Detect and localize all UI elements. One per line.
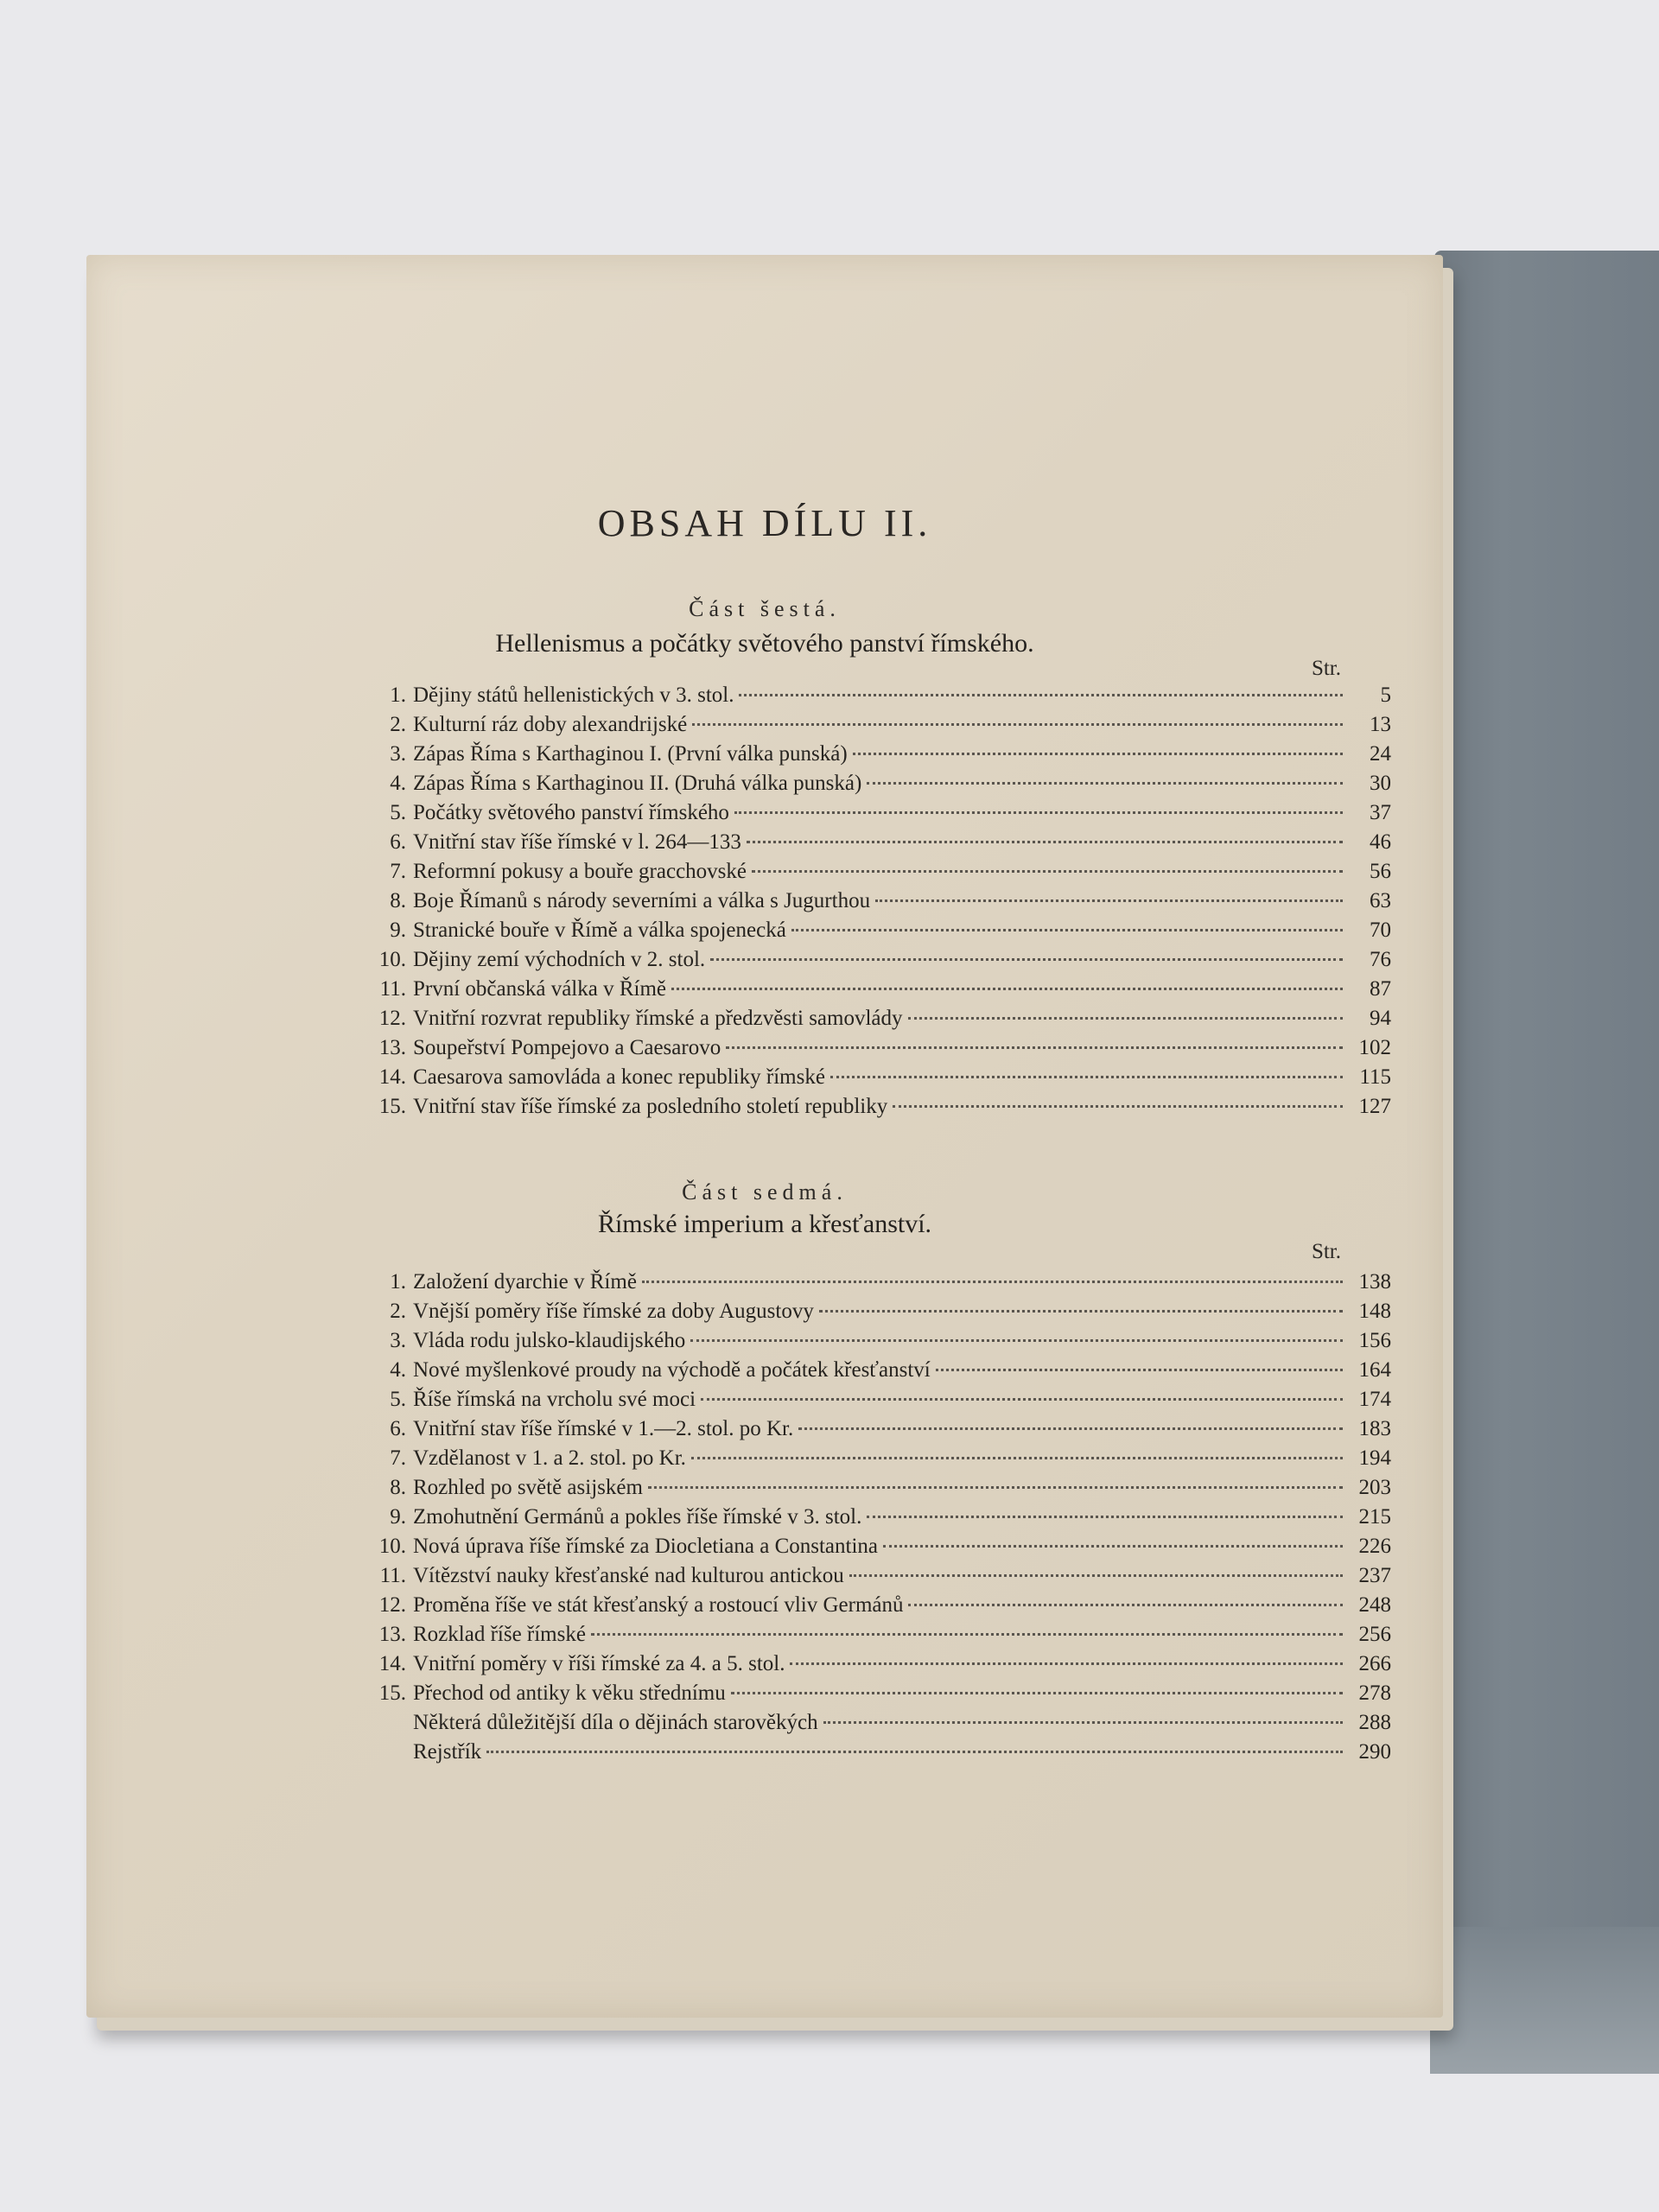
part-7-label: Část sedmá. — [682, 1179, 848, 1205]
toc-entry-page: 87 — [1370, 977, 1391, 1001]
toc-entry-page: 13 — [1370, 713, 1391, 736]
toc-entry — [372, 889, 1391, 918]
toc-entry — [372, 1358, 1391, 1388]
toc-entry-page: 56 — [1370, 860, 1391, 883]
toc-entry-title: Proměna říše ve stát křesťanský a rostoucí vliv Germánů — [413, 1593, 904, 1617]
part-7-title: Římské imperium a křesťanství. — [597, 1210, 932, 1238]
toc-entry — [372, 683, 1391, 713]
toc-entry-page: 256 — [1358, 1623, 1391, 1646]
toc-entry-title: Založení dyarchie v Římě — [413, 1270, 637, 1294]
toc-entry — [372, 1652, 1391, 1681]
toc-entry-page: 290 — [1358, 1740, 1391, 1764]
toc-entry — [372, 1270, 1391, 1300]
toc-entry — [372, 1593, 1391, 1623]
toc-entry-title: Dějiny států hellenistických v 3. stol. — [413, 683, 734, 707]
page-title: OBSAH DÍLU II. — [597, 502, 932, 544]
toc-entry — [372, 1740, 1391, 1770]
toc-entry-number: 8. — [390, 1476, 406, 1499]
toc-entry — [372, 713, 1391, 742]
toc-entry-page: 102 — [1358, 1036, 1391, 1059]
toc-entry-number: 7. — [390, 860, 406, 883]
toc-entry-page: 203 — [1358, 1476, 1391, 1499]
toc-entry — [372, 1446, 1391, 1476]
dot-leader — [591, 1633, 1343, 1636]
toc-entry-page: 248 — [1358, 1593, 1391, 1617]
dot-leader — [642, 1281, 1343, 1283]
toc-entry-title: Vzdělanost v 1. a 2. stol. po Kr. — [413, 1446, 686, 1470]
part-7-page-column-label: Str. — [1311, 1240, 1341, 1263]
part-6-page-column-label: Str. — [1311, 657, 1341, 680]
toc-entry — [372, 1505, 1391, 1535]
toc-entry-number: 13. — [378, 1623, 406, 1646]
toc-entry-title: Vítězství nauky křesťanské nad kulturou antickou — [413, 1564, 844, 1587]
toc-entry-title: Nové myšlenkové proudy na východě a počátek křesťanství — [413, 1358, 931, 1382]
toc-entry-page: 164 — [1358, 1358, 1391, 1382]
toc-entry — [372, 1711, 1391, 1740]
toc-entry-page: 266 — [1358, 1652, 1391, 1675]
toc-entry-page: 288 — [1358, 1711, 1391, 1734]
toc-entry-number: 14. — [378, 1652, 406, 1675]
dot-leader — [692, 723, 1343, 726]
dot-leader — [867, 1516, 1343, 1518]
toc-entry-page: 226 — [1358, 1535, 1391, 1558]
toc-entry-number: 11. — [379, 1564, 406, 1587]
dot-leader — [908, 1017, 1343, 1020]
toc-entry-title: Zápas Říma s Karthaginou II. (Druhá válka punská) — [413, 772, 862, 795]
toc-entry — [372, 1095, 1391, 1124]
toc-entry-title: Rejstřík — [413, 1740, 482, 1764]
toc-entry — [372, 1329, 1391, 1358]
toc-entry-title: Stranické bouře v Římě a válka spojenecká — [413, 918, 786, 942]
toc-entry-number: 2. — [390, 713, 406, 736]
toc-entry-title: První občanská válka v Římě — [413, 977, 666, 1001]
toc-entry-number: 6. — [390, 830, 406, 854]
dot-leader — [791, 929, 1343, 931]
toc-entry-page: 5 — [1380, 683, 1391, 707]
toc-entry-number: 9. — [390, 1505, 406, 1529]
dot-leader — [867, 782, 1343, 785]
dot-leader — [893, 1105, 1343, 1108]
dot-leader — [819, 1310, 1343, 1313]
dot-leader — [747, 841, 1343, 843]
toc-entry-number: 2. — [390, 1300, 406, 1323]
toc-entry — [372, 860, 1391, 889]
toc-entry-number: 7. — [390, 1446, 406, 1470]
toc-entry-title: Zmohutnění Germánů a pokles říše římské v 3. stol. — [413, 1505, 862, 1529]
part-7-contents — [372, 1270, 1391, 1770]
toc-entry-page: 94 — [1370, 1007, 1391, 1030]
toc-entry-page: 156 — [1358, 1329, 1391, 1352]
toc-entry-title: Dějiny zemí východních v 2. stol. — [413, 948, 706, 971]
book-cover — [1434, 251, 1659, 2065]
toc-entry-page: 148 — [1358, 1300, 1391, 1323]
dot-leader — [853, 753, 1343, 755]
dot-leader — [798, 1427, 1343, 1430]
toc-entry-number: 1. — [390, 1270, 406, 1294]
dot-leader — [823, 1721, 1343, 1724]
toc-entry-number: 10. — [378, 1535, 406, 1558]
toc-entry-title: Kulturní ráz doby alexandrijské — [413, 713, 688, 736]
dot-leader — [790, 1662, 1343, 1665]
toc-entry-page: 138 — [1358, 1270, 1391, 1294]
toc-entry-page: 115 — [1359, 1065, 1391, 1089]
toc-entry — [372, 1417, 1391, 1446]
toc-entry-title: Vnitřní rozvrat republiky římské a předzvěsti samovlády — [413, 1007, 903, 1030]
toc-entry — [372, 801, 1391, 830]
toc-entry — [372, 948, 1391, 977]
toc-entry-page: 46 — [1370, 830, 1391, 854]
toc-entry — [372, 830, 1391, 860]
toc-entry-page: 76 — [1370, 948, 1391, 971]
toc-entry-page: 215 — [1358, 1505, 1391, 1529]
toc-entry-number: 15. — [378, 1095, 406, 1118]
toc-entry — [372, 1007, 1391, 1036]
toc-entry-title: Boje Římanů s národy severními a válka s Jugurthou — [413, 889, 871, 912]
dot-leader — [739, 694, 1343, 696]
toc-entry-number: 4. — [390, 772, 406, 795]
toc-entry-title: Nová úprava říše římské za Diocletiana a Constantina — [413, 1535, 879, 1558]
toc-entry-title: Vnitřní stav říše římské v l. 264—133 — [413, 830, 741, 854]
toc-entry — [372, 742, 1391, 772]
dot-leader — [830, 1076, 1343, 1078]
toc-entry-number: 1. — [390, 683, 406, 707]
toc-entry — [372, 1535, 1391, 1564]
toc-entry — [372, 772, 1391, 801]
toc-entry — [372, 977, 1391, 1007]
toc-entry-number: 3. — [390, 1329, 406, 1352]
toc-entry-page: 70 — [1370, 918, 1391, 942]
toc-entry — [372, 1564, 1391, 1593]
book-page — [86, 255, 1443, 2018]
toc-entry-number: 5. — [390, 1388, 406, 1411]
dot-leader — [734, 811, 1343, 814]
toc-entry-title: Vnitřní stav říše římské v 1.—2. stol. po Kr. — [413, 1417, 794, 1440]
dot-leader — [671, 988, 1343, 990]
toc-entry-page: 237 — [1358, 1564, 1391, 1587]
dot-leader — [752, 870, 1343, 873]
toc-entry — [372, 1388, 1391, 1417]
toc-entry-number: 8. — [390, 889, 406, 912]
toc-entry-title: Rozhled po světě asijském — [413, 1476, 643, 1499]
toc-entry-title: Rozklad říše římské — [413, 1623, 586, 1646]
dot-leader — [726, 1046, 1343, 1049]
dot-leader — [936, 1369, 1343, 1371]
dot-leader — [648, 1486, 1343, 1489]
dot-leader — [691, 1457, 1343, 1459]
toc-entry-title: Říše římská na vrcholu své moci — [413, 1388, 696, 1411]
dot-leader — [908, 1604, 1343, 1606]
toc-entry — [372, 1623, 1391, 1652]
toc-entry-page: 194 — [1358, 1446, 1391, 1470]
toc-entry-page: 127 — [1358, 1095, 1391, 1118]
part-6-label: Část šestá. — [689, 596, 841, 621]
toc-entry-number: 11. — [379, 977, 406, 1001]
toc-entry-page: 174 — [1358, 1388, 1391, 1411]
toc-entry-number: 3. — [390, 742, 406, 766]
toc-entry-title: Vláda rodu julsko-klaudijského — [413, 1329, 686, 1352]
toc-entry-title: Vnitřní stav říše římské za posledního století republiky — [413, 1095, 888, 1118]
toc-entry-number: 4. — [390, 1358, 406, 1382]
toc-entry-number: 6. — [390, 1417, 406, 1440]
dot-leader — [486, 1751, 1343, 1753]
book-cover-edge — [1430, 1927, 1659, 2074]
toc-entry-title: Soupeřství Pompejovo a Caesarovo — [413, 1036, 721, 1059]
toc-entry-number: 5. — [390, 801, 406, 824]
dot-leader — [690, 1339, 1343, 1342]
toc-entry — [372, 1300, 1391, 1329]
part-6-title: Hellenismus a počátky světového panství římského. — [495, 629, 1034, 658]
toc-entry-number: 10. — [378, 948, 406, 971]
toc-entry-title: Reformní pokusy a bouře gracchovské — [413, 860, 747, 883]
dot-leader — [710, 958, 1343, 961]
toc-entry — [372, 1065, 1391, 1095]
dot-leader — [883, 1545, 1343, 1548]
dot-leader — [849, 1574, 1343, 1577]
toc-entry-number: 14. — [378, 1065, 406, 1089]
dot-leader — [731, 1692, 1343, 1694]
toc-entry-title: Zápas Říma s Karthaginou I. (První válka punská) — [413, 742, 848, 766]
toc-entry-number: 12. — [378, 1007, 406, 1030]
toc-entry-number: 12. — [378, 1593, 406, 1617]
toc-entry-title: Přechod od antiky k věku střednímu — [413, 1681, 726, 1705]
toc-entry-page: 24 — [1370, 742, 1391, 766]
toc-entry-number: 9. — [390, 918, 406, 942]
toc-entry-page: 278 — [1358, 1681, 1391, 1705]
part-6-contents — [372, 683, 1391, 1124]
toc-entry-page: 183 — [1358, 1417, 1391, 1440]
toc-entry-number: 15. — [378, 1681, 406, 1705]
toc-entry — [372, 1476, 1391, 1505]
toc-entry-title: Caesarova samovláda a konec republiky římské — [413, 1065, 825, 1089]
toc-entry-number: 13. — [378, 1036, 406, 1059]
toc-entry-page: 30 — [1370, 772, 1391, 795]
toc-entry-page: 37 — [1370, 801, 1391, 824]
toc-entry-title: Vnější poměry říše římské za doby Augustovy — [413, 1300, 814, 1323]
toc-entry — [372, 918, 1391, 948]
dot-leader — [701, 1398, 1343, 1401]
toc-entry — [372, 1681, 1391, 1711]
toc-entry-page: 63 — [1370, 889, 1391, 912]
dot-leader — [875, 899, 1343, 902]
toc-entry-title: Některá důležitější díla o dějinách starověkých — [413, 1711, 818, 1734]
toc-entry — [372, 1036, 1391, 1065]
toc-entry-title: Vnitřní poměry v říši římské za 4. a 5. stol. — [413, 1652, 785, 1675]
toc-entry-title: Počátky světového panství římského — [413, 801, 729, 824]
